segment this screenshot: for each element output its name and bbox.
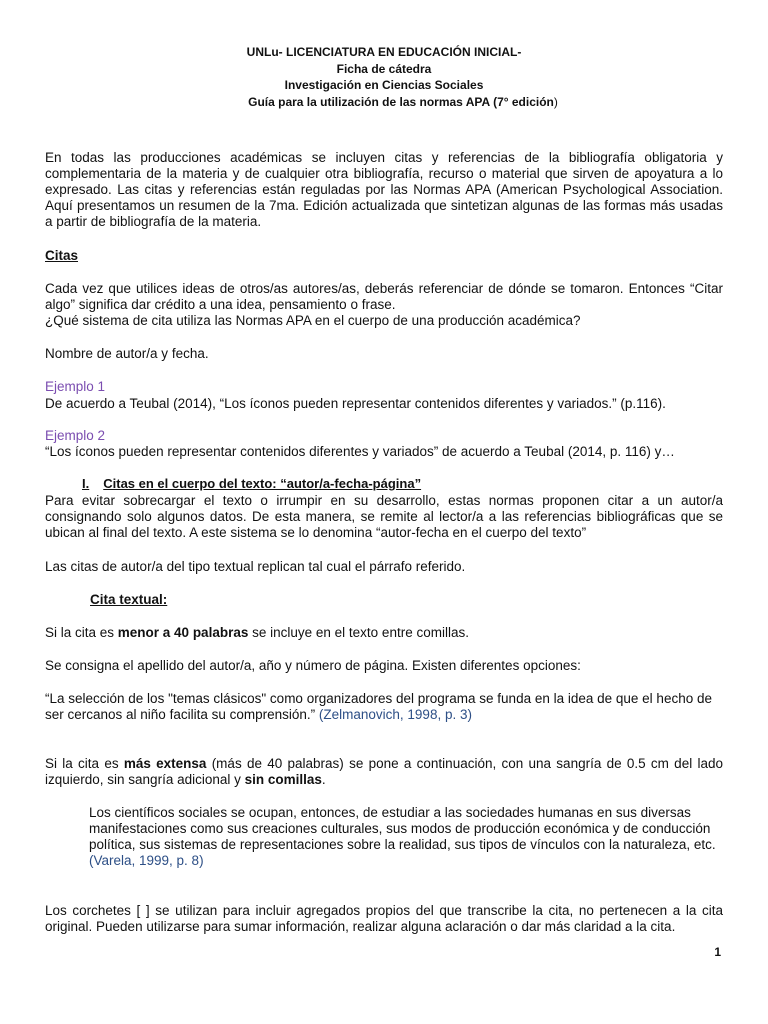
cita-textual-heading: Cita textual: [90,592,168,607]
block-quote-text: Los científicos sociales se ocupan, entonces, de estudiar a las sociedades humanas en sus diversas manifestaciones como sus creaciones culturales, sus modos de producción económica y de conducción política, sus sistemas de representaciones sobre la realidad, sus tipos de vínculos con la naturaleza, etc. [89,805,716,852]
citas-paragraph-1: Cada vez que utilices ideas de otros/as autores/as, deberás referenciar de dónde se tomaron. Entonces “Citar algo” significa dar crédito a una idea, pensamiento o frase. [45,281,723,312]
block-quote-example [89,805,719,869]
short-quote-text: “La selección de los "temas clásicos" como organizadores del programa se funda en la idea de que el hecho de ser cercanos al niño facilita su comprensión.” [45,691,712,722]
extensa-emphasis: más extensa [123,756,207,771]
section-1-paragraph: Para evitar sobrecargar el texto o irrumpir en su desarrollo, estas normas proponen citar a un autor/a consignando solo algunos datos. De esta manera, se remite al lector/a a las referencias bibliográficas que se ubican al final del texto. A este sistema se lo denomina “autor-fecha en el cuerpo del texto” [45,493,723,540]
ejemplo-2-label: Ejemplo 2 [45,428,106,443]
section-1-title: Citas en el cuerpo del texto: “autor/a-fecha-página” [103,476,422,491]
short-quote-example [45,691,723,723]
citas-paragraph-2: ¿Qué sistema de cita utiliza las Normas APA en el cuerpo de una producción académica? [45,313,581,328]
header-line-ficha: Ficha de cátedra [336,61,432,76]
block-quote-reference: (Varela, 1999, p. 8) [89,853,204,868]
menor-40-paragraph: Si la cita es menor a 40 palabras se incluye en el texto entre comillas. [45,625,469,640]
header-line-institution: UNLu- LICENCIATURA EN EDUCACIÓN INICIAL- [246,45,522,59]
short-quote-reference: (Zelmanovich, 1998, p. 3) [318,707,472,722]
section-1-heading [82,476,760,492]
menor-40-emphasis: menor a 40 palabras [117,625,249,640]
header-line-subject: Investigación en Ciencias Sociales [284,78,484,92]
corchetes-paragraph: Los corchetes [ ] se utilizan para incluir agregados propios del que transcribe la cita, no pertenecen a la cita original. Pueden utilizarse para sumar información, realizar alguna aclaración o dar más claridad a la cita. [45,903,723,934]
citas-heading: Citas [45,248,79,263]
ejemplo-1-text: De acuerdo a Teubal (2014), “Los íconos pueden representar contenidos diferentes y variados.” (p.116). [45,396,666,411]
intro-paragraph: En todas las producciones académicas se incluyen citas y referencias de la bibliografía obligatoria y complementaria de la materia y de cualquier otra bibliografía, recurso o material que sirven de apoyatura a lo expresado. Las citas y referencias están reguladas por las Normas APA (American Psychological Association. Aquí presentamos un resumen de la 7ma. Edición actualizada que sintetizan algunas de las formas más usadas a partir de bibliografía de la materia. [45,150,723,229]
document-header [0,44,768,110]
nombre-autor-text: Nombre de autor/a y fecha. [45,346,209,361]
sin-comillas-emphasis: sin comillas [244,772,322,787]
ejemplo-2-text: “Los íconos pueden representar contenidos diferentes y variados” de acuerdo a Teubal (2014, p. 116) y… [45,444,675,459]
textual-paragraph: Las citas de autor/a del tipo textual replican tal cual el párrafo referido. [45,559,466,574]
page-number: 1 [714,945,721,959]
ejemplo-1-label: Ejemplo 1 [45,379,106,394]
consigna-paragraph: Se consigna el apellido del autor/a, año y número de página. Existen diferentes opciones: [45,658,581,673]
section-1-number: I. [82,476,90,491]
header-line-guide: Guía para la utilización de las normas APA (7° edición) [248,94,558,109]
extensa-paragraph: Si la cita es más extensa (más de 40 palabras) se pone a continuación, con una sangría de 0.5 cm del lado izquierdo, sin sangría adicional y sin comillas. [45,756,723,787]
